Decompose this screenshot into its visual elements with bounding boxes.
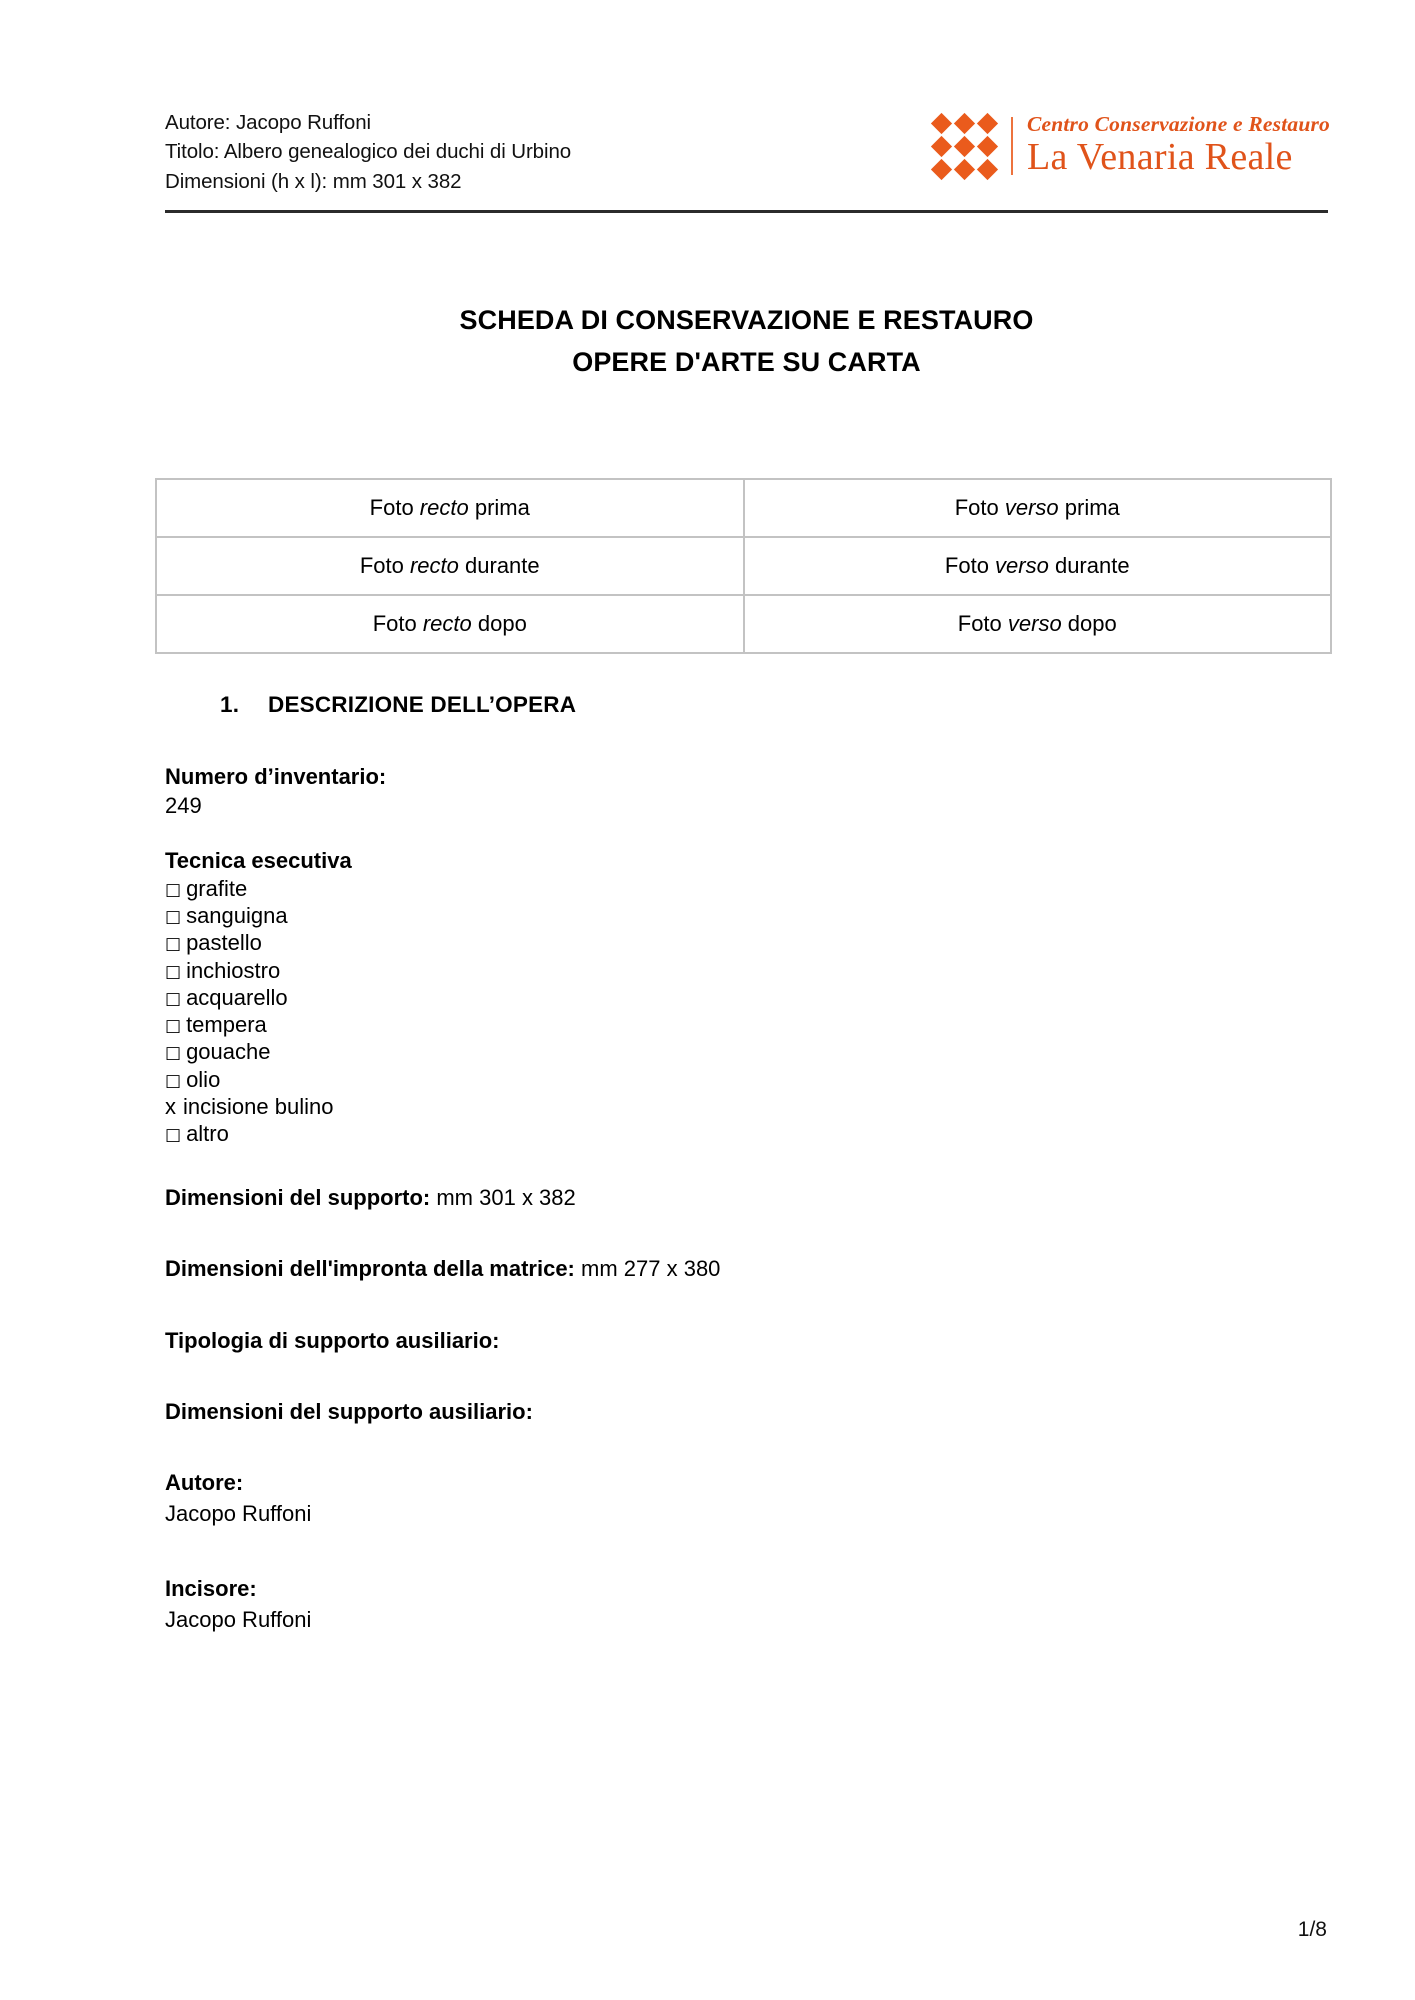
field-label-auxiliary-support-dimensions: Dimensioni del supporto ausiliario: (165, 1398, 533, 1424)
cell-text-em: recto (422, 611, 472, 636)
cell-text-pre: Foto (372, 611, 423, 636)
technique-checklist (165, 875, 1330, 1148)
list-item-gouache[interactable] (165, 1038, 1330, 1065)
cell-text-pre: Foto (359, 553, 410, 578)
field-label-author: Autore: (165, 1469, 244, 1495)
checkbox-icon[interactable]: □ (165, 1016, 182, 1037)
cell-text-em: recto (419, 495, 469, 520)
logo-line-centro: Centro Conservazione e Restauro (1026, 112, 1330, 137)
field-support-dimensions (165, 1183, 1330, 1212)
list-item-olio[interactable] (165, 1066, 1330, 1093)
photo-table-body (156, 479, 1331, 653)
field-engraver (165, 1574, 1330, 1634)
page-title-line-1: SCHEDA DI CONSERVAZIONE E RESTAURO (459, 305, 1034, 335)
table-row (156, 595, 1331, 653)
option-label: tempera (186, 1012, 267, 1038)
photo-cell-recto-prima (156, 479, 744, 537)
option-label: gouache (186, 1039, 271, 1065)
cell-text-post: durante (1048, 553, 1130, 578)
page-title (165, 300, 1328, 384)
option-label: acquarello (186, 984, 288, 1010)
document-header (165, 108, 1330, 196)
field-label-matrix-dimensions: Dimensioni dell'impronta della matrice: (165, 1256, 575, 1282)
checkbox-icon[interactable]: □ (165, 879, 182, 900)
field-label-engraver: Incisore: (165, 1575, 257, 1601)
cell-text-post: dopo (1061, 611, 1117, 636)
list-item-pastello[interactable] (165, 929, 1330, 956)
checkbox-icon[interactable]: □ (165, 988, 182, 1009)
list-item-altro[interactable] (165, 1120, 1330, 1147)
photo-cell-verso-durante (744, 537, 1332, 595)
cell-text-em: verso (995, 553, 1049, 578)
field-value-engraver: Jacopo Ruffoni (165, 1606, 312, 1632)
logo-line-venaria: La Venaria Reale (1026, 135, 1293, 178)
checkbox-icon[interactable]: □ (165, 1043, 182, 1064)
option-label: grafite (186, 875, 248, 901)
option-label: pastello (186, 930, 262, 956)
header-divider-rule (165, 210, 1328, 213)
field-label-support-dimensions: Dimensioni del supporto: (165, 1185, 431, 1211)
logo-divider (1011, 117, 1013, 175)
field-inventory-number (165, 762, 1330, 820)
checkbox-checked-icon[interactable]: x (165, 1093, 176, 1119)
field-author (165, 1468, 1330, 1528)
photo-cell-verso-dopo (744, 595, 1332, 653)
list-item-sanguigna[interactable] (165, 902, 1330, 929)
document-body (165, 690, 1330, 1670)
option-label: sanguigna (186, 903, 288, 929)
cell-text-em: verso (1004, 495, 1059, 520)
field-auxiliary-support-type (165, 1326, 1330, 1355)
cell-text-pre: Foto (944, 553, 996, 578)
cell-text-post: durante (458, 553, 540, 578)
field-matrix-dimensions (165, 1254, 1330, 1283)
checkbox-icon[interactable]: □ (165, 961, 182, 982)
option-label: olio (186, 1066, 221, 1092)
list-item-inchiostro[interactable] (165, 957, 1330, 984)
option-label: altro (186, 1121, 229, 1147)
table-row (156, 537, 1331, 595)
field-label-inventory: Numero d’inventario: (165, 763, 387, 789)
diamond-grid-icon (931, 112, 999, 180)
page-number: 1/8 (1297, 1918, 1327, 1941)
field-value-author: Jacopo Ruffoni (165, 1500, 312, 1526)
table-row (156, 479, 1331, 537)
option-label: incisione bulino (183, 1093, 334, 1119)
list-item-incisione-bulino[interactable] (165, 1093, 1330, 1120)
photo-cell-recto-durante (156, 537, 744, 595)
field-label-technique: Tecnica esecutiva (165, 847, 352, 873)
list-item-acquarello[interactable] (165, 984, 1330, 1011)
cell-text-pre: Foto (954, 495, 1005, 520)
section-heading-descrizione (220, 690, 1330, 720)
checkbox-icon[interactable]: □ (165, 1070, 182, 1091)
list-item-grafite[interactable] (165, 875, 1330, 902)
header-metadata (165, 108, 571, 196)
cell-text-post: prima (1058, 495, 1120, 520)
list-item-tempera[interactable] (165, 1011, 1330, 1038)
photo-cell-recto-dopo (156, 595, 744, 653)
header-dimensions-line: Dimensioni (h x l): mm 301 x 382 (165, 169, 462, 193)
photo-placeholder-table (155, 478, 1332, 654)
field-value-matrix-dimensions: mm 277 x 380 (581, 1256, 721, 1282)
section-title: DESCRIZIONE DELL’OPERA (268, 692, 577, 717)
section-number: 1. (220, 692, 240, 717)
field-value-inventory: 249 (165, 792, 202, 818)
venaria-reale-logo (931, 112, 1330, 180)
photo-cell-verso-prima (744, 479, 1332, 537)
page-title-line-2: OPERE D'ARTE SU CARTA (572, 346, 921, 377)
cell-text-em: verso (1007, 611, 1062, 636)
cell-text-post: dopo (471, 611, 527, 636)
field-technique (165, 846, 1330, 1148)
field-value-support-dimensions: mm 301 x 382 (436, 1185, 576, 1211)
cell-text-em: recto (409, 553, 459, 578)
field-auxiliary-support-dimensions (165, 1397, 1330, 1426)
cell-text-post: prima (468, 495, 530, 520)
checkbox-icon[interactable]: □ (165, 934, 182, 955)
checkbox-icon[interactable]: □ (165, 1125, 182, 1146)
header-title-line: Titolo: Albero genealogico dei duchi di Urbino (165, 140, 572, 164)
checkbox-icon[interactable]: □ (165, 907, 182, 928)
cell-text-pre: Foto (957, 611, 1008, 636)
logo-wordmark (1027, 114, 1330, 177)
header-author-line: Autore: Jacopo Ruffoni (165, 111, 371, 134)
cell-text-pre: Foto (369, 495, 420, 520)
field-label-auxiliary-support-type: Tipologia di supporto ausiliario: (165, 1327, 500, 1353)
option-label: inchiostro (186, 957, 281, 983)
